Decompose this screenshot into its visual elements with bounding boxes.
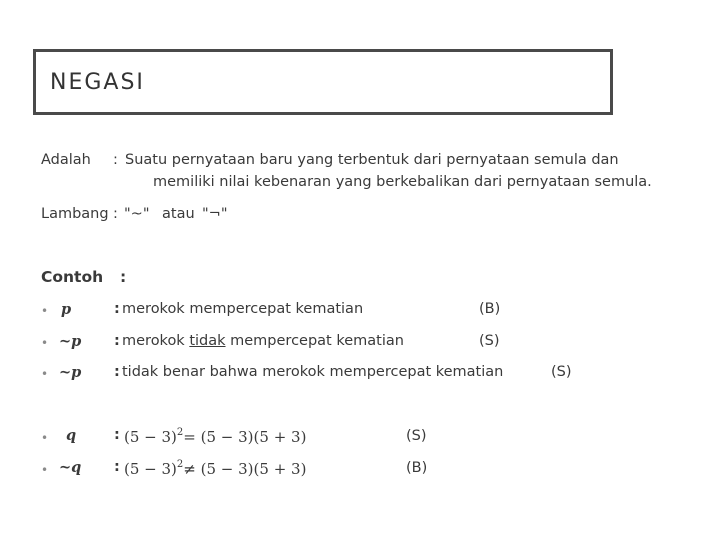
definition-line-2: memiliki nilai kebenaran yang berkebalikan dari pernyataan semula. <box>153 174 652 190</box>
bullet-icon: • <box>41 431 49 445</box>
example-variable: ~p <box>59 333 82 350</box>
symbol-tilde: "~" <box>124 206 150 222</box>
math-colon: : <box>114 427 120 443</box>
example-statement: merokok mempercepat kematian <box>122 301 364 317</box>
example-colon: : <box>114 301 120 317</box>
symbol-separator: atau <box>162 206 195 222</box>
example-statement: tidak benar bahwa merokok mempercepat kematian <box>122 364 504 380</box>
math-equation: $(5 - 3)^2\ne (5 - 3)(5 + 3)$ <box>124 459 307 478</box>
math-variable: q <box>66 427 77 444</box>
example-variable: p <box>61 301 72 318</box>
definition-line-1: Suatu pernyataan baru yang terbentuk dari pernyataan semula dan <box>125 152 619 168</box>
symbol-colon: : <box>113 206 118 222</box>
underlined-word: tidak <box>189 333 226 349</box>
definition-colon: : <box>113 152 118 168</box>
example-truth-value: (S) <box>551 364 572 380</box>
math-colon: : <box>114 459 120 475</box>
example-truth-value: (S) <box>479 333 500 349</box>
bullet-icon: • <box>41 463 49 477</box>
symbol-not: "¬" <box>202 206 228 222</box>
math-variable: ~q <box>59 459 82 476</box>
example-colon: : <box>114 333 120 349</box>
bullet-icon: • <box>41 336 49 350</box>
math-equation: $(5 - 3)^2= (5 - 3)(5 + 3)$ <box>124 427 307 446</box>
symbol-label: Lambang <box>41 206 109 222</box>
example-truth-value: (B) <box>479 301 501 317</box>
example-variable: ~p <box>59 364 82 381</box>
bullet-icon: • <box>41 367 49 381</box>
bullet-icon: • <box>41 304 49 318</box>
math-truth-value: (B) <box>406 460 428 476</box>
example-statement: merokok tidak mempercepat kematian <box>122 333 404 349</box>
example-heading-colon: : <box>120 268 127 286</box>
definition-label: Adalah <box>41 152 91 168</box>
example-heading: Contoh <box>41 268 104 286</box>
math-truth-value: (S) <box>406 428 427 444</box>
title-box <box>33 49 613 115</box>
slide-title: NEGASI <box>50 70 145 95</box>
example-colon: : <box>114 364 120 380</box>
